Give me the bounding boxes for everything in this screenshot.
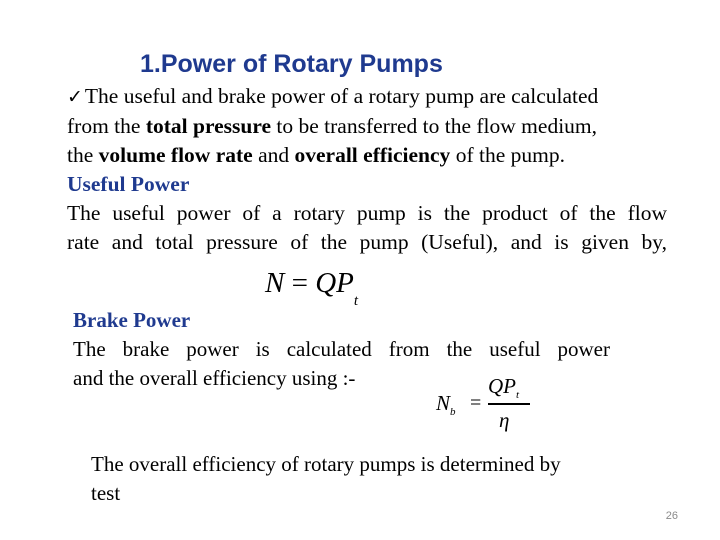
eq2-numerator (488, 374, 519, 401)
checkmark-icon: ✓ (67, 86, 83, 108)
useful-line-2: rate and total pressure of the pump (Useful), and is given by, (67, 230, 667, 254)
eq1-subscript: t (353, 292, 359, 309)
efficiency-paragraph (91, 450, 651, 508)
volume-flow-rate-term: volume flow rate (98, 143, 253, 167)
intro-line-2 (67, 112, 667, 141)
slide-title: 1.Power of Rotary Pumps (140, 50, 443, 78)
overall-efficiency-term: overall efficiency (294, 143, 451, 167)
eq2-operator: = (470, 392, 482, 414)
brake-line-1: The brake power is calculated from the useful power (73, 337, 610, 361)
useful-line-1: The useful power of a rotary pump is the product of the flow (67, 201, 667, 225)
eq2-q: Q (488, 374, 504, 398)
intro-line-3 (67, 141, 667, 170)
eq2-fraction-bar (488, 403, 530, 405)
brake-line-2: and the overall efficiency using :- (73, 366, 356, 390)
brake-power-heading: Brake Power (73, 308, 191, 332)
total-pressure-term: total pressure (145, 114, 272, 138)
intro-text-3c: and (252, 143, 295, 167)
intro-text-2a: from the (67, 114, 146, 138)
efficiency-line-2: test (91, 481, 121, 505)
eq1-q: Q (315, 267, 337, 299)
intro-paragraph (67, 82, 667, 257)
page-number: 26 (665, 510, 678, 522)
eq2-denominator: η (499, 408, 510, 432)
eq2-subscript-t: t (516, 389, 520, 402)
intro-text-3a: the (67, 143, 99, 167)
eq1-lhs: N (265, 267, 285, 299)
intro-text-1: The useful and brake power of a rotary pump are calculated (84, 84, 599, 108)
intro-line-1 (67, 82, 667, 112)
useful-power-equation (265, 266, 358, 312)
eq2-n: N (436, 391, 451, 415)
intro-text-2c: to be transferred to the flow medium, (271, 114, 598, 138)
eq1-operator: = (291, 267, 308, 299)
eq1-p: P (336, 267, 354, 299)
eq2-subscript-b: b (450, 406, 456, 419)
useful-power-heading: Useful Power (67, 172, 190, 196)
eq2-lhs (436, 391, 456, 418)
efficiency-line-1: The overall efficiency of rotary pumps is determined by (91, 452, 561, 476)
intro-text-3e: of the pump. (450, 143, 565, 167)
eq2-p: P (503, 374, 516, 398)
brake-power-equation (436, 372, 546, 436)
